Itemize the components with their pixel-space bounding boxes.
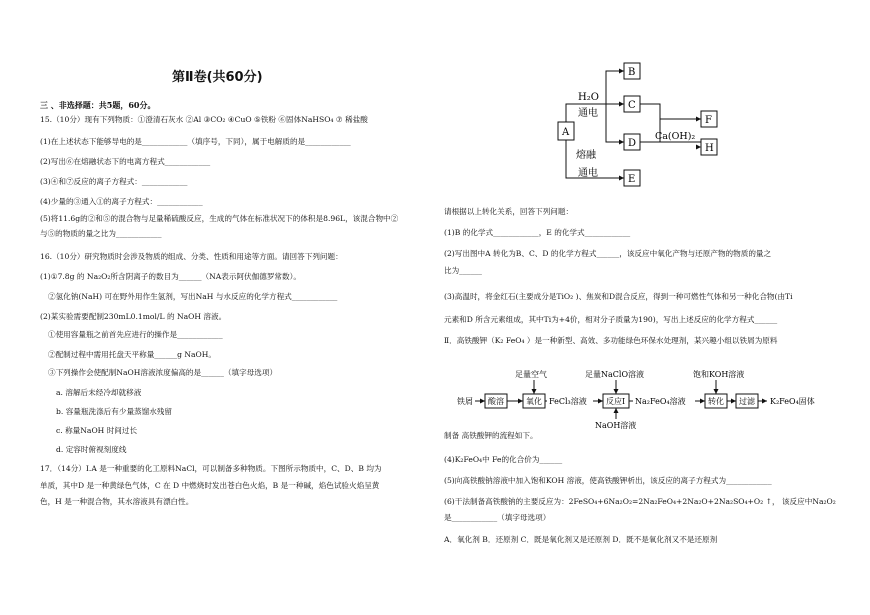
question-16-part-1: (1)①7.8g 的 Na₂O₂所含阴离子的数目为______（NA表示阿伏伽德罗常数）。 <box>40 272 301 281</box>
question-17-part-3: (3)高温时，将金红石(主要成分是TiO₂ )、焦炭和D混合反应，得到一种可燃性气体和另一种化合物(由Ti <box>444 292 793 301</box>
option-b: b. 容量瓶洗涤后有少量蒸馏水残留 <box>56 407 172 416</box>
flow-reagent-naclo: 足量NaClO溶液 <box>585 370 645 379</box>
question-15-part-1: (1)在上述状态下能够导电的是____________（填序号，下同），属于电解质的是____________ <box>40 137 351 146</box>
question-17-part-4: (4)K₂FeO₄中 Fe的化合价为______ <box>444 455 563 464</box>
question-17-line: 17．（14分）Ⅰ.A 是一种重要的化工原料NaCl，可以制备多种物质。下图所示物质中，C、D、B 均为 <box>40 464 382 473</box>
question-16-part-2c: ③下列操作会使配制NaOH溶液浓度偏高的是______（填字母选项） <box>48 368 278 377</box>
option-d: d. 定容时俯视刻度线 <box>56 445 127 454</box>
flow-reagent-naoh: NaOH溶液 <box>595 421 637 430</box>
page-title: 第Ⅱ卷(共60分) <box>172 70 263 85</box>
flow-step-acid-dissolve: 酸溶 <box>488 397 504 406</box>
question-16-part-2: (2)某实验需要配制230mL0.1mol/L 的 NaOH 溶液。 <box>40 312 227 321</box>
question-15-part-5-cont: 与⑤的物质的量之比为____________ <box>40 229 162 238</box>
flow-reagent-koh: 饱和KOH溶液 <box>693 370 745 379</box>
question-17-part-5: (5)向高铁酸钠溶液中加入饱和KOH 溶液，使高铁酸钾析出，该反应的离子方程式为____________ <box>444 476 772 485</box>
question-15-part-2: (2)写出⑥在熔融状态下的电离方程式____________ <box>40 157 211 166</box>
node-e: E <box>628 174 636 185</box>
question-17-part-ii-cont: 制备 高铁酸钾的流程如下。 <box>444 431 538 440</box>
node-d: D <box>628 138 637 149</box>
label-molten: 熔融 <box>576 150 596 161</box>
question-17-line-2: 单质，其中D 是一种黄绿色气体，C 在 D 中燃烧时发出苍白色火焰，B 是一种碱，焰色试验火焰呈黄 <box>40 481 380 490</box>
flow-intermediate-fecl3: FeCl₃溶液 <box>549 397 587 406</box>
question-17-part-2-cont: 比为______ <box>444 266 482 275</box>
label-electrolysis-1: 通电 <box>578 108 598 119</box>
node-a: A <box>562 127 570 138</box>
flow-intermediate-na2feo4: Na₂FeO₄溶液 <box>635 397 686 406</box>
node-f: F <box>705 115 712 126</box>
question-16-part-2b: ②配制过程中需用托盘天平称量______g NaOH。 <box>48 350 216 359</box>
question-15-line: 15.（10分）现有下列物质：①澄清石灰水 ②Al ③CO₂ ④CuO ⑤铁粉 ⑥固体NaHSO₄ ⑦ 稀盐酸 <box>40 115 368 124</box>
flow-reagent-air: 足量空气 <box>515 370 547 379</box>
node-c: C <box>628 100 636 111</box>
reaction-scheme-diagram <box>550 55 750 195</box>
question-15-part-4: (4)少量的③通入①的离子方程式：____________ <box>40 197 203 206</box>
flow-step-filter: 过滤 <box>739 397 755 406</box>
label-h2o: H₂O <box>578 92 599 103</box>
flow-step-reaction-1: 反应Ⅰ <box>606 397 626 406</box>
question-16-line: 16.（10分）研究物质时会涉及物质的组成、分类、性质和用途等方面。请回答下列问题： <box>40 252 343 261</box>
label-electrolysis-2: 通电 <box>578 168 598 179</box>
node-h: H <box>705 143 714 154</box>
flow-start: 铁屑 <box>457 397 473 406</box>
flow-product: K₂FeO₄固体 <box>770 397 815 406</box>
question-17-prompt: 请根据以上转化关系，回答下列问题： <box>444 207 574 216</box>
question-17-part-1: (1)B 的化学式____________，E 的化学式____________ <box>444 228 631 237</box>
question-17-part-ii: Ⅱ．高铁酸钾（K₂ FeO₄ ）是一种新型、高效、多功能绿色环保水处理剂，某兴趣小组以铁屑为原料 <box>444 336 778 345</box>
process-flow-diagram <box>455 366 855 432</box>
label-calcium-hydroxide: Ca(OH)₂ <box>655 131 696 142</box>
question-17-line-3: 色，H 是一种混合物，其水溶液具有漂白性。 <box>40 497 194 506</box>
question-17-part-2: (2)写出图中A 转化为B、C、D 的化学方程式______，该反应中氧化产物与还原产物的物质的量之 <box>444 249 772 258</box>
flow-step-convert: 转化 <box>708 397 724 406</box>
question-17-part-3-cont: 元素和D 所含元素组成，其中Ti为+4价，相对分子质量为190)，写出上述反应的化学方程式______ <box>444 315 778 324</box>
node-b: B <box>628 67 636 78</box>
question-17-part-6: (6)干法制备高铁酸钠的主要反应为：2FeSO₄+6Na₂O₂=2Na₂FeO₄+2Na₂O+2Na₂SO₄+O₂ ↑， 该反应中Na₂O₂ <box>444 497 836 506</box>
section-heading: 三 、非选择题：共5题，60分。 <box>40 100 156 110</box>
question-16-part-2a: ①使用容量瓶之前首先应进行的操作是____________ <box>48 330 223 339</box>
question-16-part-1b: ②氢化钠(NaH) 可在野外用作生氢剂，写出NaH 与水反应的化学方程式____________ <box>48 292 338 301</box>
option-a: a. 溶解后未经冷却就移液 <box>56 388 142 397</box>
flow-step-oxidize: 氧化 <box>526 397 542 406</box>
question-17-part-6-cont: 是____________（填字母选项） <box>444 513 551 522</box>
question-15-part-3: (3)④和⑦反应的离子方程式：____________ <box>40 177 188 186</box>
question-15-part-5: (5)将11.6g的②和⑤的混合物与足量稀硫酸反应，生成的气体在标准状况下的体积是8.96L，该混合物中② <box>40 214 399 223</box>
option-c: c. 称量NaOH 时间过长 <box>56 426 138 435</box>
question-17-options: A．氧化剂 B．还原剂 C．既是氧化剂又是还原剂 D．既不是氧化剂又不是还原剂 <box>444 535 718 544</box>
